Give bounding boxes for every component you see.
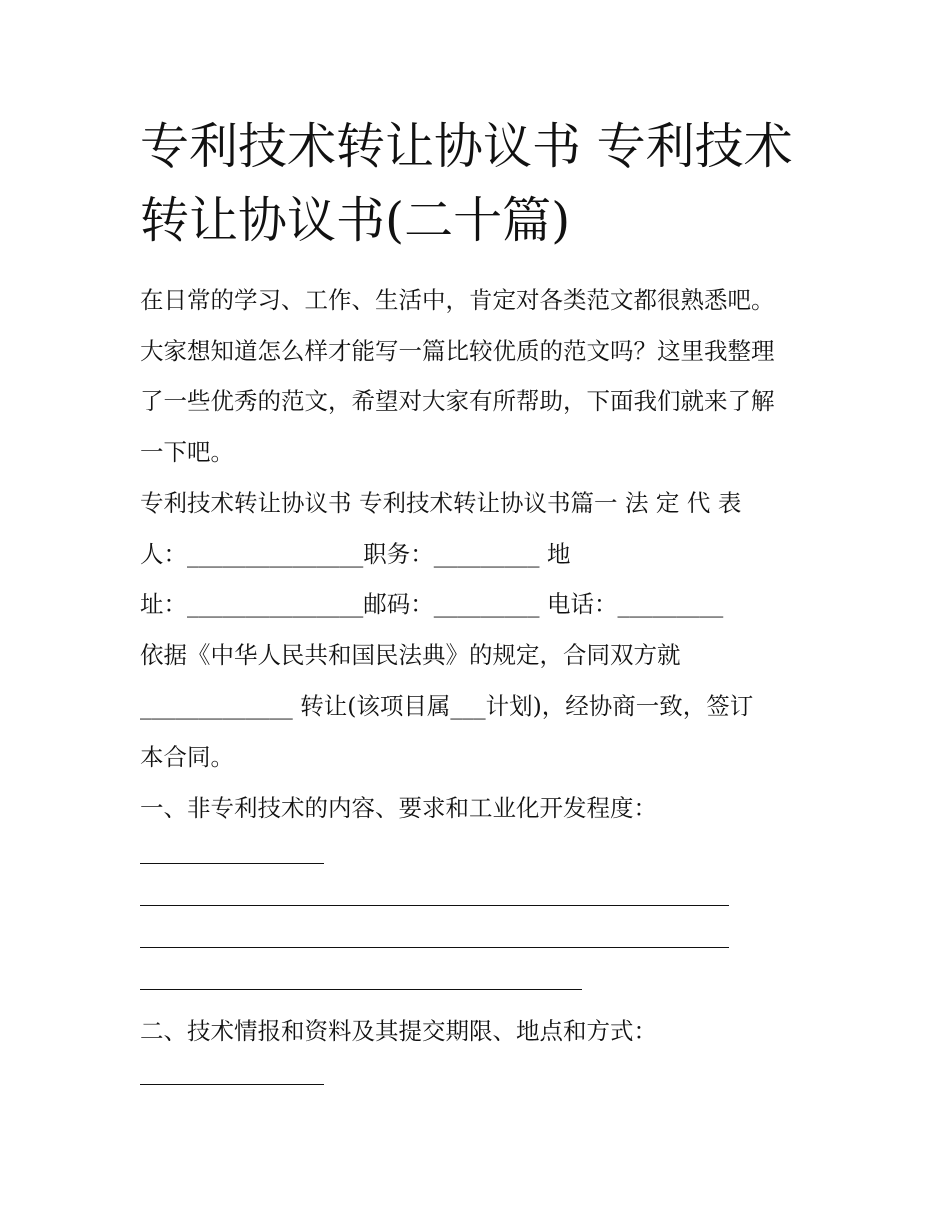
document-title: [140, 110, 840, 258]
address-field-line: 址：_______________邮码：_________ 电话：_________: [140, 590, 724, 618]
section-1-blank-line-4: [140, 989, 582, 990]
section-1-heading: 一、非专利技术的内容、要求和工业化开发程度：: [140, 794, 657, 822]
section-1-blank-line-3: [140, 947, 729, 948]
section-2-heading: 二、技术情报和资料及其提交期限、地点和方式：: [140, 1017, 657, 1045]
contract-closing-line: 本合同。: [140, 743, 234, 771]
section-1-blank-line-1: [140, 863, 324, 864]
intro-line-2: 大家想知道怎么样才能写一篇比较优质的范文吗？这里我整理: [140, 337, 775, 365]
section-1-blank-line-2: [140, 905, 729, 906]
intro-line-3: 了一些优秀的范文，希望对大家有所帮助，下面我们就来了解: [140, 387, 775, 415]
intro-line-4: 一下吧。: [140, 438, 234, 466]
intro-line-1: 在日常的学习、工作、生活中，肯定对各类范文都很熟悉吧。: [140, 286, 775, 314]
representative-field-line: 人：_______________职务：_________ 地: [140, 540, 571, 568]
contract-heading-line: 专利技术转让协议书 专利技术转让协议书篇一 法 定 代 表: [140, 489, 742, 517]
transfer-project-line: _____________ 转让(该项目属___计划)，经协商一致，签订: [140, 692, 754, 720]
document-title-line-2: 转让协议书(二十篇): [140, 192, 571, 249]
document-title-line-1: 专利技术转让协议书 专利技术: [140, 118, 793, 175]
legal-basis-line: 依据《中华人民共和国民法典》的规定，合同双方就: [140, 641, 681, 669]
section-2-blank-line-1: [140, 1084, 324, 1085]
